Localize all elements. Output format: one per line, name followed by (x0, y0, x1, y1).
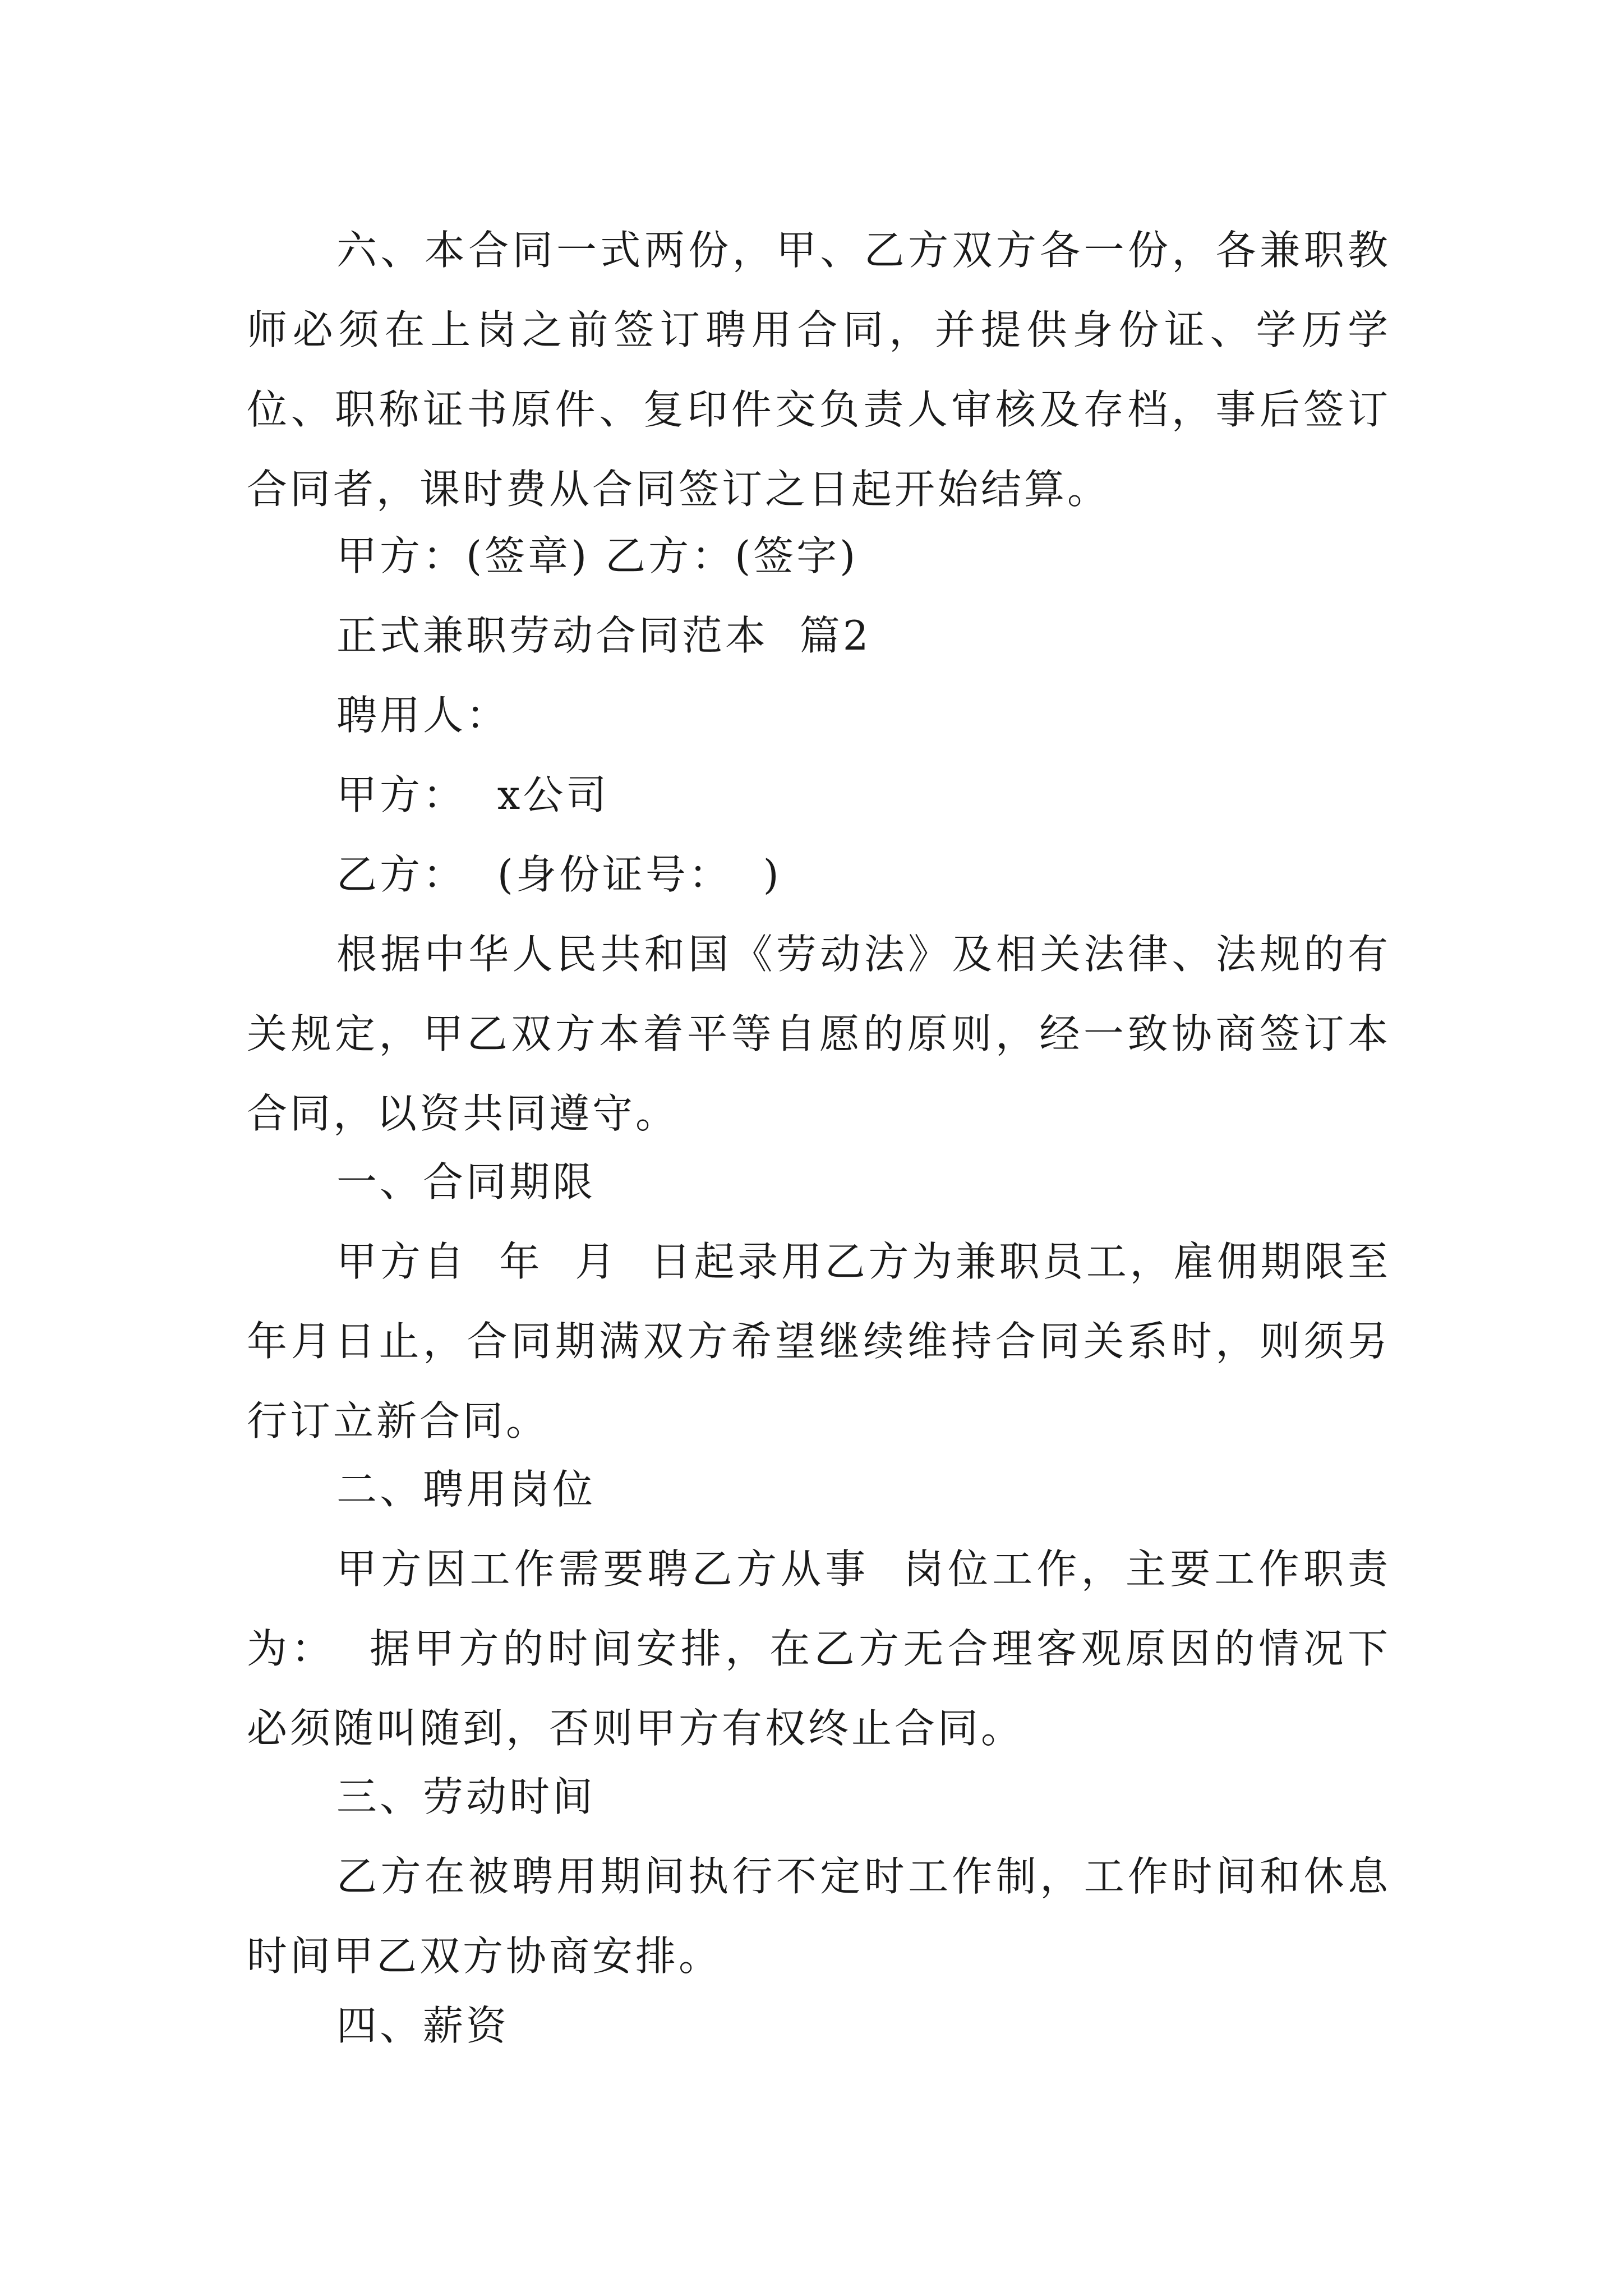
position-paragraph: 甲方因工作需要聘乙方从事 岗位工作，主要工作职责为： 据甲方的时间安排，在乙方无合理客观原因的情况下必须随叫随到，否则甲方有权终止合同。 (247, 1545, 1391, 1752)
heading-salary: 四、薪资 (336, 2002, 510, 2049)
employer-label: 聘用人： (336, 692, 510, 739)
preamble-paragraph: 根据中华人民共和国《劳动法》及相关法律、法规的有关规定，甲乙双方本着平等自愿的原则，经一致协商签订本合同，以资共同遵守。 (247, 931, 1391, 1137)
contract-term-paragraph: 甲方自 年 月 日起录用乙方为兼职员工，雇佣期限至年月日止，合同期满双方希望继续维持合同关系时，则须另行订立新合同。 (247, 1238, 1391, 1444)
section-title: 正式兼职劳动合同范本 篇2 (336, 612, 872, 659)
clause-six-paragraph: 六、本合同一式两份，甲、乙方双方各一份，各兼职教师必须在上岗之前签订聘用合同，并提供身份证、学历学位、职称证书原件、复印件交负责人审核及存档，事后签订合同者，课时费从合同签订之日起开始结算。 (247, 227, 1391, 513)
signature-line: 甲方：(签章) 乙方：(签字) (336, 532, 859, 579)
heading-working-hours: 三、劳动时间 (336, 1773, 596, 1820)
party-b-line: 乙方： (身份证号： ) (336, 851, 782, 898)
party-a-line: 甲方： x公司 (336, 771, 610, 818)
heading-contract-term: 一、合同期限 (336, 1158, 596, 1205)
working-hours-paragraph: 乙方在被聘用期间执行不定时工作制，工作时间和休息时间甲乙双方协商安排。 (247, 1853, 1391, 1980)
heading-position: 二、聘用岗位 (336, 1466, 596, 1513)
